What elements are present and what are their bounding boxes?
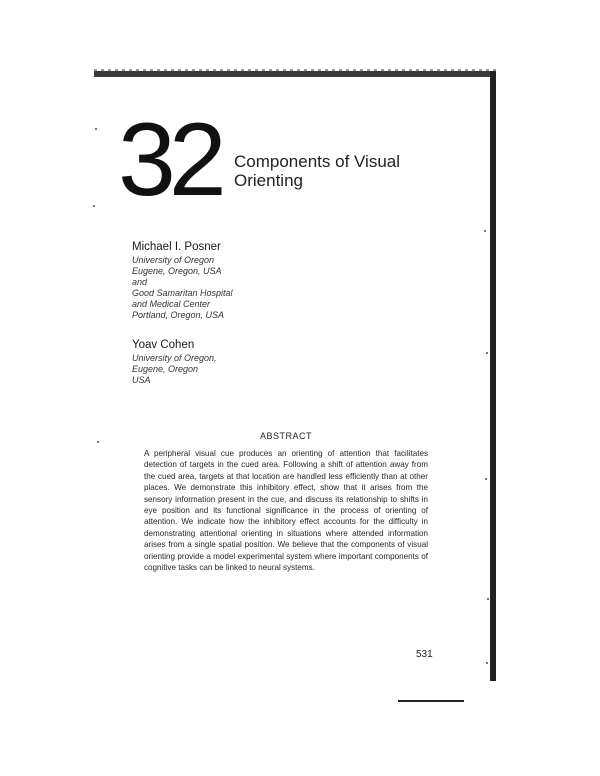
scan-speck	[485, 478, 487, 480]
chapter-title	[234, 152, 400, 190]
abstract-body: A peripheral visual cue produces an orienting of attention that facilitates detection of targets in the cued area. Following a shift of attention away from the cued area, targets at that location are handled less efficiently than at other places. We demonstrate this inhibitory effect, show that it arises from the sensory information present in the cue, and discuss its relationship to shifts in eye position and its functional significance in the process of orienting of attention. We indicate how the inhibitory effect accounts for the difficulty in demonstrating attentional orienting in situations where attended information arises from a single spatial position. We believe that the components of visual orienting provide a model experimental system where important components of cognitive tasks can be linked to neural systems.	[144, 449, 428, 573]
author-affiliation-line: University of Oregon	[132, 255, 215, 265]
scan-speck	[486, 352, 488, 354]
author-affiliation-line: Eugene, Oregon	[132, 364, 199, 374]
abstract-heading: ABSTRACT	[260, 431, 313, 441]
author-affiliation-line: and	[132, 277, 148, 287]
author-affiliation-line: University of Oregon,	[132, 353, 217, 363]
scan-speck	[97, 441, 99, 443]
author-affiliation-line: Good Samaritan Hospital	[132, 288, 233, 298]
page-number: 531	[416, 649, 433, 660]
page-right-rule	[490, 71, 496, 681]
scan-speck	[486, 662, 488, 664]
bottom-rule	[398, 700, 464, 702]
chapter-title-line: Orienting	[234, 171, 303, 190]
author-affiliation-line: Eugene, Oregon, USA	[132, 266, 222, 276]
author-name: Michael I. Posner	[132, 241, 221, 253]
author-affiliation-line: USA	[132, 375, 151, 385]
chapter-number: 32	[118, 102, 220, 218]
chapter-title-line: Components of Visual	[234, 152, 401, 171]
scan-speck	[484, 230, 486, 232]
scan-speck	[93, 205, 95, 207]
scan-speck	[95, 128, 97, 130]
author-name: Yoav Cohen	[132, 339, 195, 351]
scan-speck	[487, 598, 489, 600]
author-affiliation-line: and Medical Center	[132, 299, 211, 309]
author-block	[132, 241, 233, 321]
page-top-rule	[94, 71, 496, 77]
author-affiliation-line: Portland, Oregon, USA	[132, 310, 225, 320]
author-block	[132, 339, 217, 386]
